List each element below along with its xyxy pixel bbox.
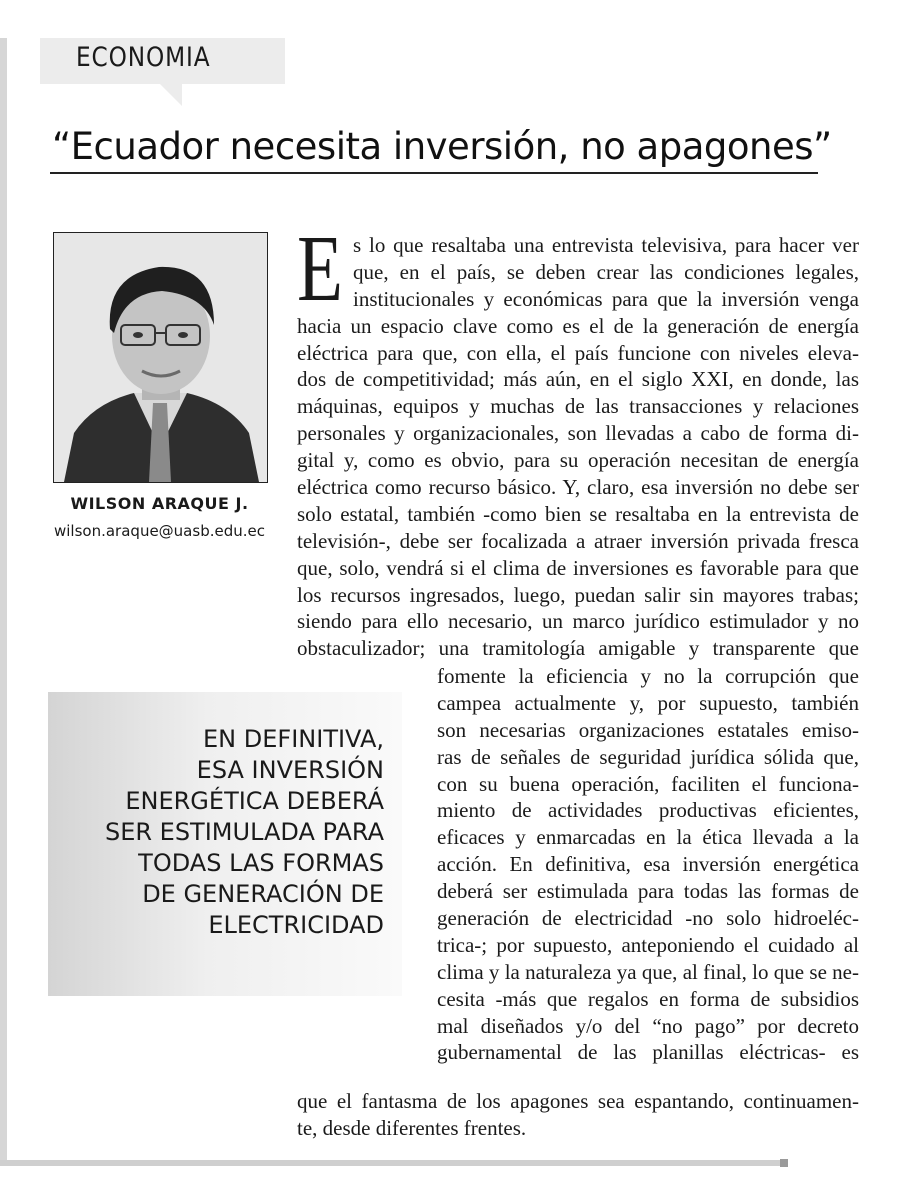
article-line: solo estatal, también -como bien se resaltaba en la entrevista de: [297, 501, 859, 526]
pullquote-line: SER ESTIMULADA PARA: [104, 818, 384, 846]
pullquote-line: ELECTRICIDAD: [208, 911, 384, 939]
article-line: eléctrica para que, con ella, el país funcione con niveles eleva-: [297, 340, 859, 365]
article-line: gubernamental de las planillas eléctricas- es: [437, 1040, 859, 1065]
article-line: con su buena operación, faciliten el funciona-: [437, 771, 859, 796]
article-line: ras de señales de seguridad jurídica sólida que,: [437, 744, 859, 769]
article-line: que el fantasma de los apagones sea espantando, continuamen-: [297, 1089, 859, 1113]
page-bottom-rule: [0, 1160, 785, 1166]
article-column-bottom: [297, 1088, 859, 1142]
article-line: siendo para ello necesario, un marco jurídico estimulador y no: [297, 609, 859, 634]
article-line: deberá ser estimulada para todas las formas de: [437, 879, 859, 904]
article-line: son necesarias organizaciones estatales emiso-: [437, 717, 859, 742]
article-line: institucionales y económicas para que la inversión venga: [353, 286, 859, 311]
pullquote-line: DE GENERACIÓN DE: [142, 880, 384, 908]
page-left-border: [0, 38, 7, 1166]
article-line: televisión-, debe ser focalizada a atraer inversión privada fresca: [297, 528, 859, 553]
article-line: cesita -más que regalos en forma de subsidios: [437, 986, 859, 1011]
article-line: clima y la naturaleza ya que, al final, lo que se ne-: [437, 959, 859, 984]
article-line: acción. En definitiva, esa inversión energética: [437, 852, 859, 877]
article-line: dos de competitividad; más aún, en el siglo XXI, en donde, las: [297, 367, 859, 392]
section-label: ECONOMIA: [76, 42, 211, 73]
article-line: que, en el país, se deben crear las condiciones legales,: [353, 259, 859, 284]
article-line: gital y, como es obvio, para su operación necesitan de energía: [297, 448, 859, 473]
drop-cap: E: [297, 217, 343, 321]
article-line: máquinas, equipos y muchas de las transacciones y relaciones: [297, 394, 859, 419]
article-line: miento de actividades productivas eficientes,: [437, 798, 859, 823]
article-line: hacia un espacio clave como es el de la generación de energía: [297, 313, 859, 338]
page-bottom-rule-end: [780, 1159, 788, 1167]
article-line: que, solo, vendrá si el clima de inversiones es favorable para que: [297, 555, 859, 580]
article-line: personales y organizacionales, son llevadas a cabo de forma di-: [297, 421, 859, 446]
headline: “Ecuador necesita inversión, no apagones”: [52, 125, 832, 168]
article-line: mal diseñados y/o del “no pago” por decreto: [437, 1013, 859, 1038]
author-name: WILSON ARAQUE J.: [70, 494, 249, 513]
article-line: fomente la eficiencia y no la corrupción que: [437, 664, 859, 688]
headline-underline: [50, 172, 818, 174]
article-line: trica-; por supuesto, anteponiendo el cuidado al: [437, 932, 859, 957]
article-line: los recursos ingresados, luego, puedan salir sin mayores trabas;: [297, 582, 859, 607]
article-column-top: [297, 232, 859, 662]
pullquote-line: ENERGÉTICA DEBERÁ: [125, 787, 384, 815]
article-line: campea actualmente y, por supuesto, también: [437, 690, 859, 715]
author-photo: [53, 232, 268, 483]
pullquote: [60, 724, 384, 941]
article-line: generación de electricidad -no solo hidroeléc-: [437, 906, 859, 931]
article-column-middle: [437, 663, 859, 1066]
article-line: eléctrica como recurso básico. Y, claro, esa inversión no debe ser: [297, 475, 859, 500]
author-email: wilson.araque@uasb.edu.ec: [54, 522, 265, 540]
article-line: te, desde diferentes frentes.: [297, 1115, 527, 1140]
article-line: eficaces y enmarcadas en la ética llevada a la: [437, 825, 859, 850]
pullquote-line: EN DEFINITIVA,: [203, 725, 384, 753]
pullquote-line: TODAS LAS FORMAS: [138, 849, 384, 877]
author-portrait-illustration: [54, 233, 267, 482]
article-line: s lo que resaltaba una entrevista televisiva, para hacer ver: [353, 233, 859, 257]
section-tab-notch: [160, 84, 182, 106]
article-line: obstaculizador; una tramitología amigable y transparente que: [297, 636, 859, 661]
pullquote-line: ESA INVERSIÓN: [196, 756, 384, 784]
